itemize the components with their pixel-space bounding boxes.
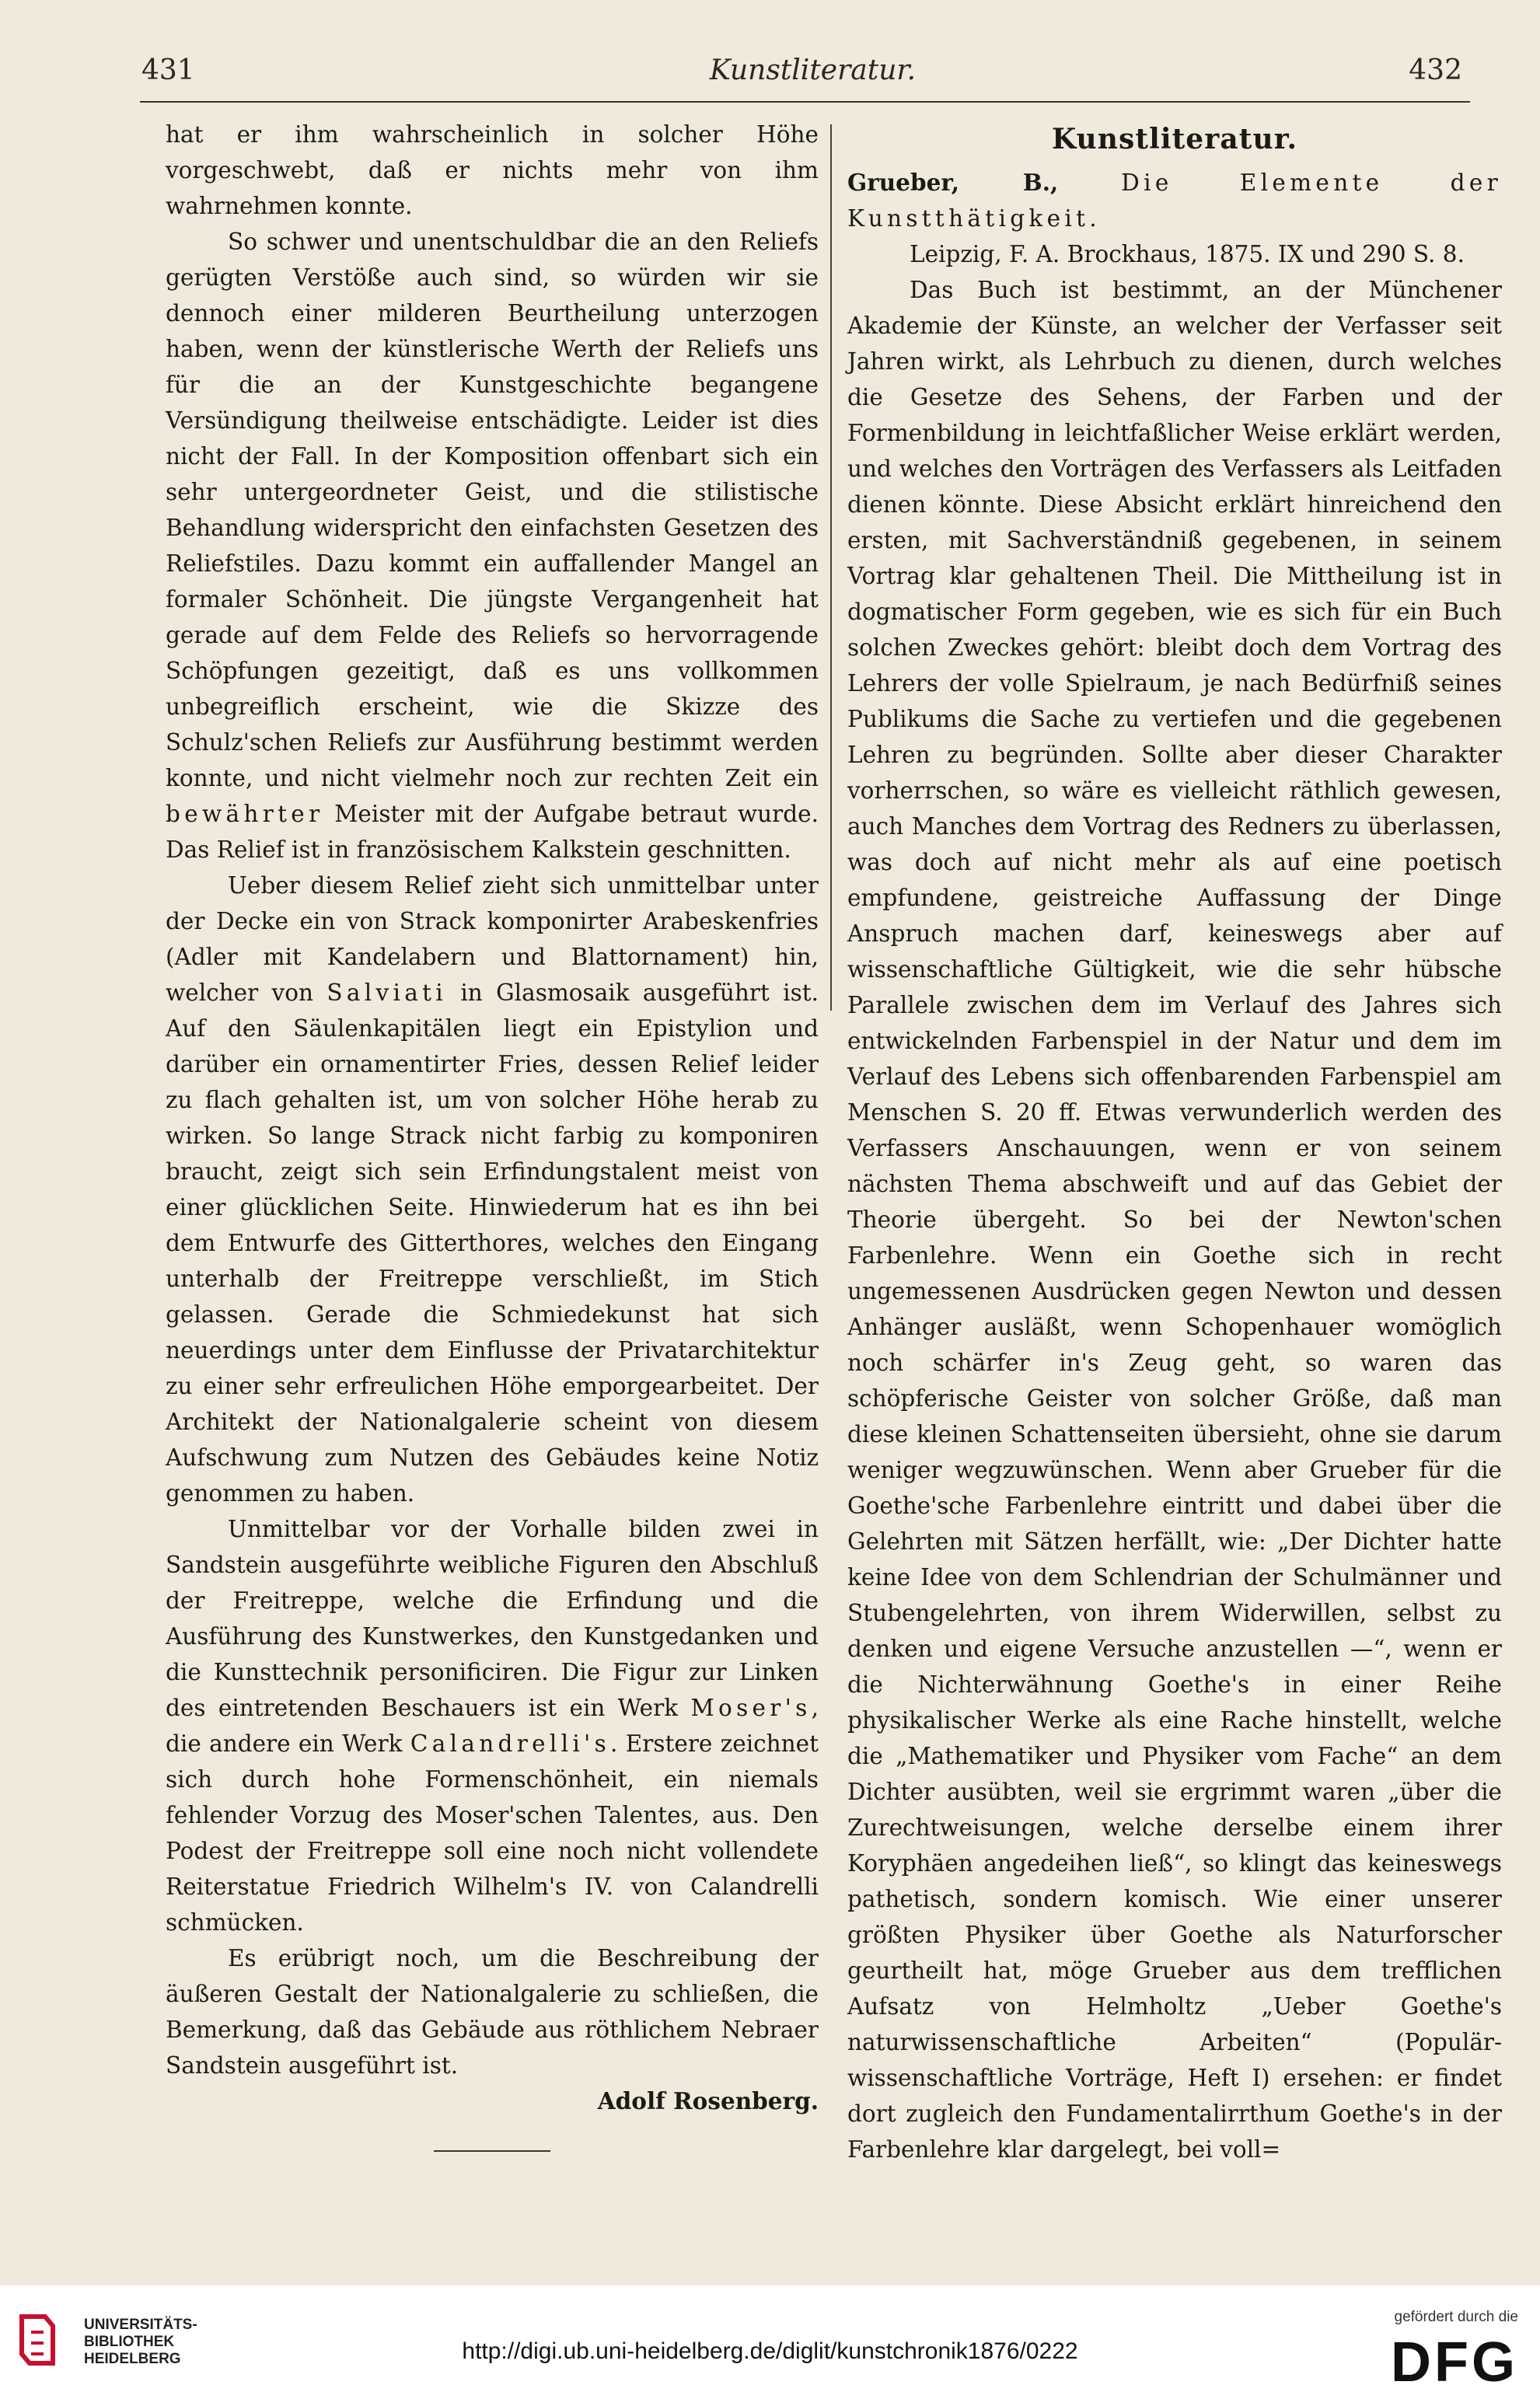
right-column (847, 117, 1502, 2167)
review-body: Das Buch ist bestimmt, an der Münchener Akademie der Künste, an welcher der Verfasser seit Jahren wirkt, als Lehrbuch zu dienen, durch welches die Gesetze des Sehens, der Farben und der Formenbildung in leichtfaßlicher Weise erklärt werden, und welches den Vorträgen des Verfassers als Leitfaden dienen könnte. Diese Absicht erklärt hinreichend den ersten, mit Sachverständniß gegebenen, in seinem Vortrag klar gehaltenen Theil. Die Mittheilung ist in dogmatischer Form gegeben, wie es sich für ein Buch solchen Zweckes gehört: bleibt doch dem Vortrag des Lehrers der volle Spielraum, je nach Bedürfniß seines Publikums die Sache zu vertiefen und die gegebenen Lehren zu begründen. Sollte aber dieser Charakter vorherrschen, so wäre es vielleicht räthlich gewesen, auch Manches dem Vortrag des Redners zu überlassen, was doch auf nicht mehr als auf eine poetisch empfundene, geistreiche Auffassung der Dinge Anspruch machen darf, keineswegs aber auf wissenschaftliche Gültigkeit, wie die sehr hübsche Parallele zwischen dem im Verlauf des Jahres sich entwickelnden Farbenspiel in der Natur und dem im Verlauf des Lebens sich offenbarenden Farbenspiel am Menschen S. 20 ff. Etwas verwunderlich werden des Verfassers Anschauungen, wenn er von seinem nächsten Thema abschweift und auf das Gebiet der Theorie übergeht. So bei der Newton'schen Farbenlehre. Wenn ein Goethe sich in recht ungemessenen Ausdrücken gegen Newton und dessen Anhänger ausläßt, wenn Schopenhauer womöglich noch schärfer in's Zeug geht, so waren das schöpferische Geister von solcher Größe, daß man diese kleinen Schattenseiten übersieht, ohne sie darum weniger wegzuwünschen. Wenn aber Grueber für die Goethe'sche Farbenlehre eintritt und dabei über die Gelehrten mit Sätzen herfällt, wie: „Der Dichter hatte keine Idee von dem Schlendrian der Schulmänner und Stubengelehrten, von ihrem Widerwillen, selbst zu denken und eigene Versuche anzustellen —“, wenn er die Nichterwähnung Goethe's in einer Reihe physikalischer Werke als eine Rache hinstellt, welche die „Mathematiker und Physiker vom Fache“ an dem Dichter ausübten, weil sie ergrimmt waren „über die Zurechtweisungen, welche derselbe einem ihrer Koryphäen angedeihen ließ“, so klingt das keineswegs pathetisch, sondern komisch. Wie einer unserer größten Physiker über Goethe als Naturforscher geurtheilt hat, möge Grueber aus dem trefflichen Aufsatz von Helmholtz „Ueber Goethe's naturwissenschaftliche Arbeiten“ (Populär-wissenschaftliche Vorträge, Heft I) ersehen: er findet dort zugleich den Fundamentalirrthum Goethe's in der Farbenlehre klar dargelegt, bei voll= (847, 277, 1502, 2163)
paragraph: Unmittelbar vor der Vorhalle bilden zwei in Sandstein ausgeführte weibliche Figuren den Abschluß der Freitreppe, welche die Erfindung und die Ausführung des Kunstwerkes, den Kunstgedanken und die Kunsttechnik personificiren. Die Figur zur Linken des eintretenden Beschauers ist ein Werk Moser's, die andere ein Werk Calandrelli's. Erstere zeichnet sich durch hohe Formenschönheit, ein niemals fehlender Vorzug des Moser'schen Talentes, aus. Den Podest der Freitreppe soll eine noch nicht vollendete Reiterstatue Friedrich Wilhelm's IV. von Calandrelli schmücken. (166, 1516, 819, 1936)
header-rule (140, 101, 1470, 103)
page-header (132, 47, 1493, 101)
spaced-word: Moser's (690, 1695, 812, 1721)
funding-note: gefördert durch die (1394, 2309, 1518, 2325)
spaced-word: Salviati (327, 980, 448, 1006)
paragraph: So schwer und unentschuldbar die an den Reliefs gerügten Verstöße auch sind, so würden wir sie dennoch einer milderen Beurtheilung unterzogen haben, wenn der künstlerische Werth der Reliefs uns für die an der Kunstgeschichte begangene Versündigung theilweise entschädigte. Leider ist dies nicht der Fall. In der Komposition offenbart sich ein sehr untergeordneter Geist, und die stilistische Behandlung widerspricht den einfachsten Gesetzen des Reliefstiles. Dazu kommt ein auffallender Mangel an formaler Schönheit. Die jüngste Vergangenheit hat gerade auf dem Felde des Reliefs so hervorragende Schöpfungen gezeitigt, daß es uns vollkommen unbegreiflich erscheint, wie die Skizze des Schulz'schen Reliefs zur Ausführung bestimmt werden konnte, und nicht vielmehr noch zur rechten Zeit ein bewährter Meister mit der Aufgabe betraut wurde. Das Relief ist in französischem Kalkstein geschnitten. (166, 229, 819, 863)
paragraph: Ueber diesem Relief zieht sich unmittelbar unter der Decke ein von Strack komponirter Arabeskenfries (Adler mit Kandelabern und Blattornament) hin, welcher von Salviati in Glasmosaik ausgeführt ist. Auf den Säulenkapitälen liegt ein Epistylion und darüber ein ornamentirter Fries, dessen Relief leider zu flach gehalten ist, um von solcher Höhe herab zu wirken. So lange Strack nicht farbig zu komponiren braucht, zeigt sich sein Erfindungstalent meist von einer glücklichen Seite. Hinwiederum hat es ihn bei dem Entwurfe des Gitterthores, welches den Eingang unterhalb der Freitreppe verschließt, im Stich gelassen. Gerade die Schmiedekunst hat sich neuerdings unter dem Einflusse der Privatarchitektur zu einer sehr erfreulichen Höhe emporgearbeitet. Der Architekt der Nationalgalerie scheint von diesem Aufschwung zum Nutzen des Gebäudes keine Notiz genommen zu haben. (166, 872, 819, 1507)
spaced-word: Calandrelli's (410, 1730, 611, 1757)
author-signature: Adolf Rosenberg. (597, 2087, 819, 2114)
citation (847, 165, 1502, 236)
permalink-url[interactable]: http://digi.ub.uni-heidelberg.de/diglit/kunstchronik1876/0222 (462, 2338, 1078, 2364)
page-number-right: 432 (1409, 54, 1462, 86)
paragraph: hat er ihm wahrscheinlich in solcher Höhe vorgeschwebt, daß er nichts mehr von ihm wahrnehmen konnte. (166, 121, 819, 219)
paragraph: Es erübrigt noch, um die Beschreibung der äußeren Gestalt der Nationalgalerie zu schließen, die Bemerkung, daß das Gebäude aus röthlichem Nebraer Sandstein ausgeführt ist. (166, 1945, 819, 2079)
spaced-word: bewährter (166, 801, 324, 827)
left-column (166, 117, 819, 2152)
section-title: Kunstliteratur. (1051, 123, 1298, 155)
section-separator (434, 2150, 550, 2152)
running-title: Kunstliteratur. (709, 54, 917, 86)
citation-publisher: Leipzig, F. A. Brockhaus, 1875. IX und 290 S. 8. (910, 241, 1465, 267)
citation-title: Die Elemente der Kunstthätigkeit. (847, 169, 1502, 232)
column-divider (830, 124, 832, 1011)
dfg-logo: DFG (1391, 2331, 1518, 2394)
digitization-footer (0, 2286, 1540, 2406)
library-name: UNIVERSITÄTS- BIBLIOTHEK HEIDELBERG (84, 2317, 197, 2367)
citation-author: Grueber, B., (847, 169, 1059, 196)
page-number-left: 431 (141, 54, 195, 86)
